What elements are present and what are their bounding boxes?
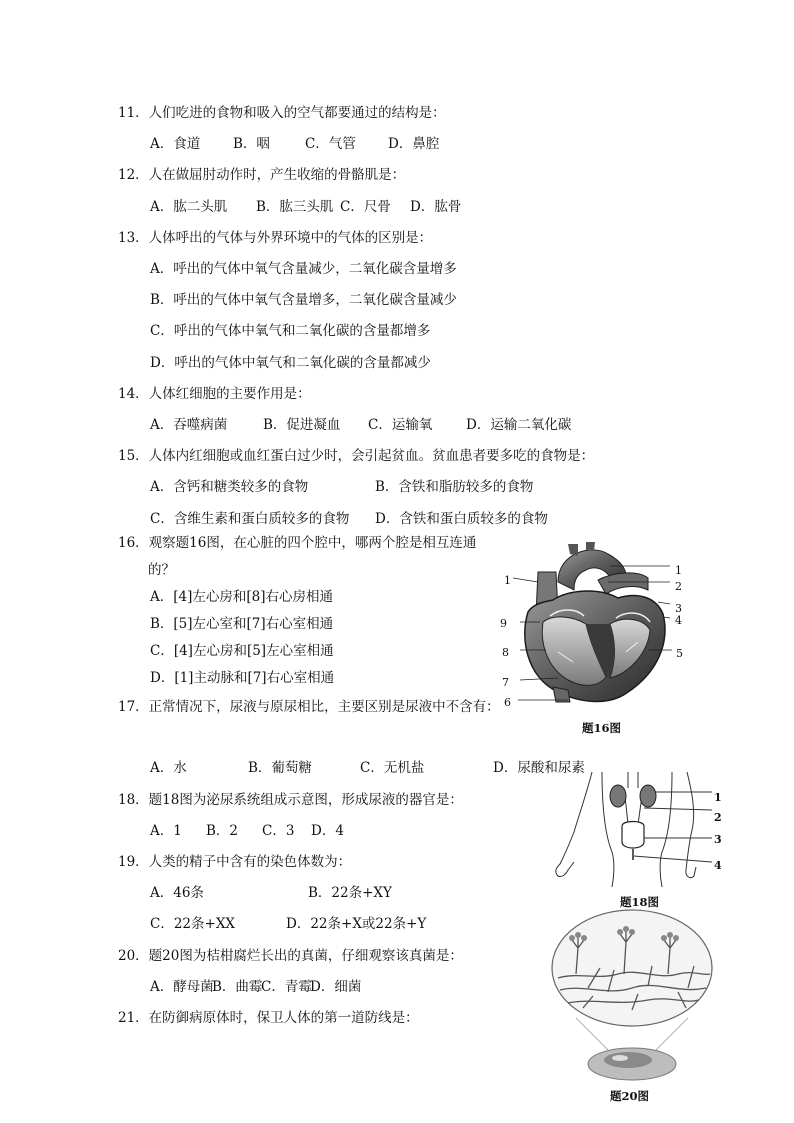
question-18-stem: 18．题18图为泌尿系统组成示意图，形成尿液的器官是：	[118, 792, 463, 808]
q13-option-a: A．呼出的气体中氧气含量减少，二氧化碳含量增多	[150, 261, 457, 277]
urinary-system-diagram	[552, 772, 727, 892]
question-11-stem: 11．人们吃进的食物和吸入的空气都要通过的结构是：	[118, 105, 446, 121]
q20-option-b: B．曲霉	[212, 979, 263, 995]
figure-16-label: 9	[500, 617, 507, 630]
figure-16-label: 4	[675, 614, 682, 627]
q14-option-b: B．促进凝血	[263, 417, 341, 433]
question-20-stem: 20．题20图为桔柑腐烂长出的真菌，仔细观察该真菌是：	[118, 948, 463, 964]
q11-option-d: D．鼻腔	[388, 136, 440, 152]
q15-option-d: D．含铁和蛋白质较多的食物	[375, 511, 548, 527]
question-19-stem: 19．人类的精子中含有的染色体数为：	[118, 854, 352, 870]
q18-option-d: D．4	[311, 823, 344, 839]
q17-option-b: B．葡萄糖	[248, 760, 312, 776]
q16-option-a: A．[4]左心房和[8]右心房相通	[150, 589, 333, 605]
figure-20-caption: 题20图	[610, 1089, 650, 1103]
question-17-stem: 17．正常情况下，尿液与原尿相比，主要区别是尿液中不含有：	[118, 699, 500, 715]
question-15-stem: 15．人体内红细胞或血红蛋白过少时，会引起贫血。贫血患者要多吃的食物是：	[118, 448, 595, 464]
figure-16-label: 1	[504, 574, 511, 587]
q14-option-c: C．运输氧	[368, 417, 433, 433]
figure-16-label: 8	[502, 646, 509, 659]
q18-option-a: A．1	[150, 823, 182, 839]
q19-option-c: C．22条+XX	[150, 916, 236, 932]
figure-18-label: 1	[714, 791, 722, 804]
figure-16-label: 1	[675, 564, 682, 577]
q11-option-a: A．食道	[150, 136, 201, 152]
q11-option-b: B．咽	[233, 136, 270, 152]
q19-option-b: B．22条+XY	[308, 885, 392, 901]
q14-option-a: A．吞噬病菌	[150, 417, 228, 433]
question-13-stem: 13．人体呼出的气体与外界环境中的气体的区别是：	[118, 230, 433, 246]
q14-option-d: D．运输二氧化碳	[466, 417, 572, 433]
q12-option-a: A．肱二头肌	[150, 199, 228, 215]
figure-16-label: 3	[675, 602, 682, 615]
q18-option-b: B．2	[206, 823, 239, 839]
heart-diagram	[498, 542, 688, 714]
q16-option-d: D．[1]主动脉和[7]右心室相通	[150, 670, 335, 686]
q16-option-c: C．[4]左心房和[5]左心室相通	[150, 643, 334, 659]
q12-option-d: D．肱骨	[410, 199, 462, 215]
q19-option-d: D．22条+X或22条+Y	[286, 916, 427, 932]
question-16-stem-cont: 的？	[148, 562, 175, 578]
q13-option-d: D．呼出的气体中氧气和二氧化碳的含量都减少	[150, 355, 431, 371]
figure-16-label: 2	[675, 580, 682, 593]
q17-option-c: C．无机盐	[360, 760, 425, 776]
figure-16-label: 6	[504, 696, 511, 709]
figure-16-caption: 题16图	[582, 721, 622, 735]
q11-option-c: C．气管	[305, 136, 356, 152]
figure-16-label: 5	[676, 647, 683, 660]
q18-option-c: C．3	[262, 823, 295, 839]
q12-option-b: B．肱三头肌	[256, 199, 334, 215]
figure-16-label: 7	[502, 676, 509, 689]
q19-option-a: A．46条	[150, 885, 204, 901]
question-14-stem: 14．人体红细胞的主要作用是：	[118, 386, 311, 402]
q15-option-a: A．含钙和糖类较多的食物	[150, 479, 309, 495]
figure-18-label: 3	[714, 833, 722, 846]
question-12-stem: 12．人在做屈肘动作时，产生收缩的骨骼肌是：	[118, 167, 406, 183]
q15-option-b: B．含铁和脂肪较多的食物	[375, 479, 534, 495]
figure-18-caption: 题18图	[620, 895, 660, 909]
figure-18-label: 2	[714, 811, 722, 824]
q13-option-b: B．呼出的气体中氧气含量增多，二氧化碳含量减少	[150, 292, 457, 308]
question-16-stem: 16．观察题16图，在心脏的四个腔中，哪两个腔是相互连通	[118, 535, 477, 551]
q17-option-d: D．尿酸和尿素	[493, 760, 585, 776]
q16-option-b: B．[5]左心室和[7]右心室相通	[150, 616, 334, 632]
q20-option-c: C．青霉	[261, 979, 312, 995]
figure-18-label: 4	[714, 859, 722, 872]
question-21-stem: 21．在防御病原体时，保卫人体的第一道防线是：	[118, 1010, 419, 1026]
q15-option-c: C．含维生素和蛋白质较多的食物	[150, 511, 350, 527]
q17-option-a: A．水	[150, 760, 187, 776]
q13-option-c: C．呼出的气体中氧气和二氧化碳的含量都增多	[150, 323, 431, 339]
q20-option-d: D．细菌	[310, 979, 362, 995]
q12-option-c: C．尺骨	[340, 199, 391, 215]
q20-option-a: A．酵母菌	[150, 979, 214, 995]
mold-fungus-diagram	[548, 908, 716, 1086]
